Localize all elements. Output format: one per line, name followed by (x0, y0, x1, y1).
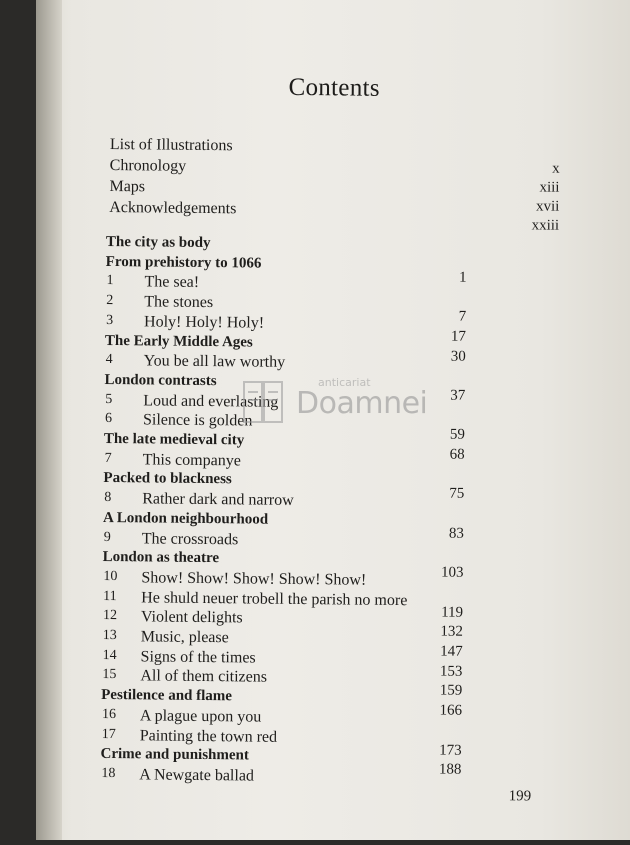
chapter-number: 2 (106, 293, 114, 309)
chapter-title: Rather dark and narrow (142, 490, 294, 510)
chapter-title: Show! Show! Show! Show! Show! (141, 569, 367, 589)
chapter-number: 18 (101, 765, 116, 781)
page-number: 147 (440, 643, 463, 660)
chapter-title: Silence is golden (142, 411, 253, 430)
page-title: Contents (288, 73, 380, 102)
part-title: The late medieval city (103, 430, 245, 449)
part-title: London as theatre (102, 549, 220, 567)
chapter-title: Painting the town red (139, 726, 278, 746)
chapter-title: You be all law worthy (143, 352, 286, 372)
page-number: xxiii (531, 217, 560, 234)
chapter-title: Music, please (140, 628, 229, 647)
chapter-number: 7 (104, 450, 112, 466)
chapter-title: Holy! Holy! Holy! (144, 313, 265, 332)
chapter-number: 13 (102, 627, 117, 644)
page-number: 83 (448, 525, 464, 542)
page-number: 188 (438, 761, 462, 778)
page-number: 37 (450, 387, 466, 404)
chapter-title: All of them citizens (140, 667, 268, 687)
chapter-number: 15 (102, 667, 117, 683)
part-title: London contrasts (104, 371, 217, 390)
page-number: 132 (440, 623, 463, 641)
page-number: 59 (449, 426, 466, 444)
chapter-number: 10 (103, 568, 118, 584)
page-number: x (552, 160, 560, 177)
watermark-logo (236, 372, 436, 432)
page-number: 119 (441, 604, 464, 621)
page-number: 159 (439, 682, 463, 700)
watermark-small-text: anticariat (318, 376, 371, 389)
chapter-number: 14 (102, 647, 117, 663)
chapter-number: 5 (105, 391, 113, 407)
chapter-title: A plague upon you (139, 707, 262, 726)
chapter-number: 11 (103, 588, 117, 604)
front-matter-label: Acknowledgements (109, 198, 237, 218)
chapter-number: 6 (105, 411, 113, 427)
page-number: 199 (508, 788, 532, 805)
front-matter-label: List of Illustrations (109, 136, 233, 155)
page-number: xiii (539, 179, 560, 196)
chapter-number: 8 (104, 490, 112, 506)
page-number: 173 (439, 741, 462, 759)
page-number: 7 (458, 308, 467, 325)
page-number: 30 (450, 348, 466, 365)
page-number: 75 (449, 485, 465, 503)
chapter-title: Violent delights (140, 608, 243, 627)
page-number: 153 (439, 663, 463, 680)
chapter-title: He shuld neuer trobell the parish no more (141, 588, 408, 609)
page-number: xvii (535, 198, 560, 215)
part-title: The city as body (105, 233, 211, 252)
chapter-number: 9 (103, 529, 111, 545)
page-number: 68 (449, 446, 465, 463)
chapter-number: 1 (106, 273, 114, 289)
part-title: From prehistory to 1066 (105, 253, 262, 272)
chapter-number: 16 (101, 706, 117, 722)
part-title: Pestilence and flame (101, 687, 233, 705)
page-number: 166 (439, 702, 463, 719)
part-title: The Early Middle Ages (104, 332, 253, 351)
chapter-title: The sea! (144, 273, 200, 292)
page-number: 103 (440, 564, 464, 581)
front-matter-label: Chronology (109, 156, 187, 175)
chapter-number: 12 (102, 608, 118, 624)
chapter-title: Signs of the times (140, 648, 256, 667)
chapter-number: 4 (105, 352, 113, 368)
chapter-number: 17 (101, 726, 116, 742)
part-title: Packed to blackness (103, 470, 232, 488)
chapter-title: This companye (142, 451, 241, 470)
chapter-title: The stones (144, 293, 214, 312)
front-matter-label: Maps (109, 177, 146, 196)
watermark-book-icon (236, 372, 296, 432)
watermark-big-text: Doamnei (296, 386, 428, 421)
chapter-number: 3 (106, 312, 114, 328)
part-title: Crime and punishment (100, 746, 250, 764)
page-number: 17 (450, 328, 467, 345)
chapter-title: The crossroads (141, 529, 239, 548)
part-title: A London neighbourhood (102, 509, 269, 528)
chapter-title: Loud and everlasting (143, 391, 279, 411)
chapter-title: A Newgate ballad (139, 766, 255, 785)
page-number: 1 (458, 269, 467, 286)
